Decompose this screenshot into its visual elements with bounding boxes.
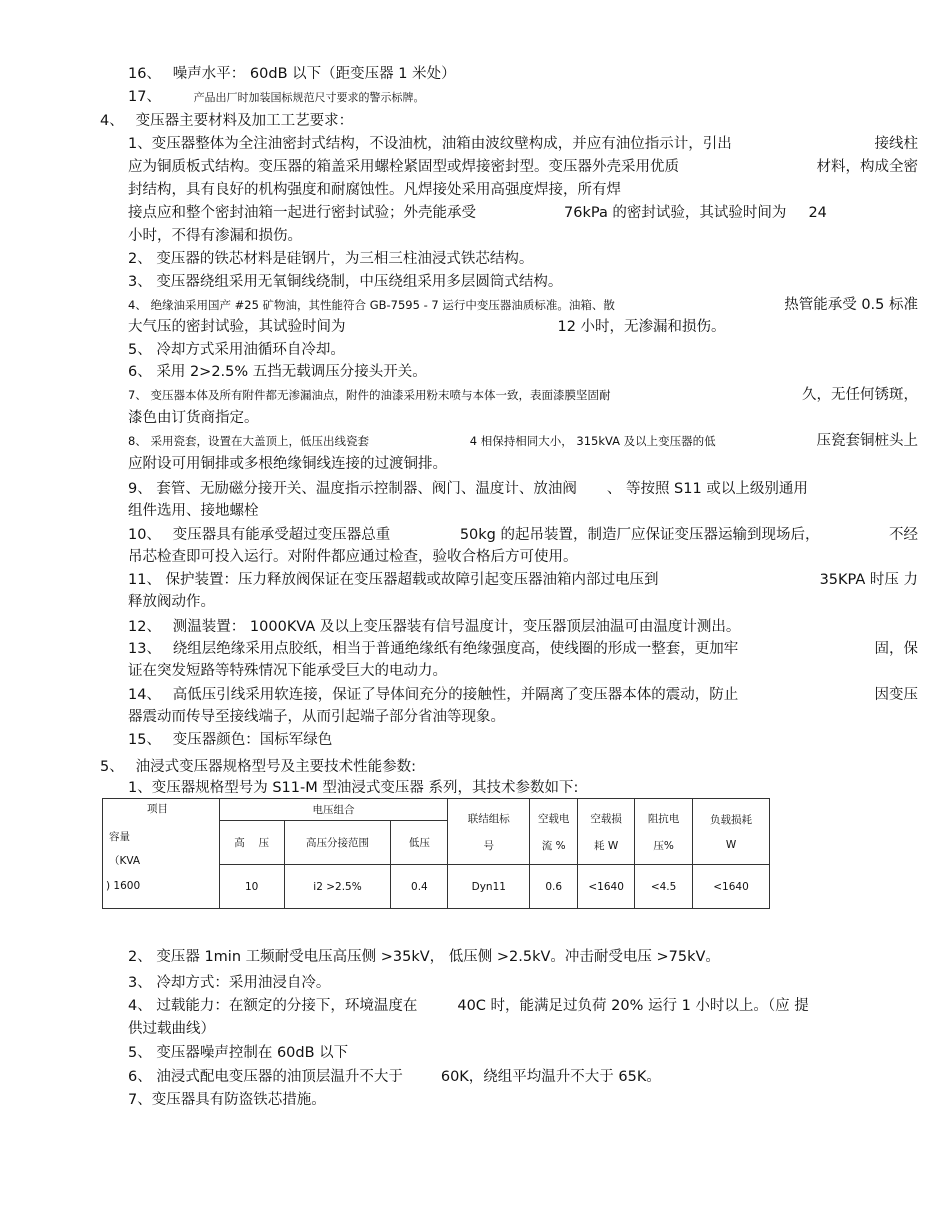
item-2: 2、 变压器的铁芯材料是硅钢片，为三相三柱油浸式铁芯结构。: [128, 251, 534, 267]
lv-header: 低压: [391, 821, 448, 865]
noload-loss-value: <1640: [578, 865, 635, 909]
item-4-line-2: [128, 316, 918, 339]
text-span: 11、 保护装置：压力释放阀保证在变压器超载或故障引起变压器油箱内部过电压到: [128, 572, 659, 588]
spec-table: [102, 798, 770, 909]
text-span: 久，无任何锈斑，: [802, 387, 918, 403]
text-span: 60K，绕组平均温升不大于 65K。: [440, 1069, 661, 1085]
item-17: [128, 86, 918, 110]
table-header-row-1: [103, 799, 770, 821]
para-1-line-5: 小时，不得有渗漏和损伤。: [128, 228, 302, 244]
spec-item-4-line-2: 供过载曲线）: [128, 1021, 215, 1037]
text-span: 4、 过载能力：在额定的分接下，环境温度在: [128, 998, 418, 1014]
text-span: 8、 采用瓷套，设置在大盖顶上，低压出线瓷套: [128, 434, 369, 448]
text-span: 1、变压器整体为全注油密封式结构，不设油枕，油箱由波纹壁构成，并应有油位指示计，引出: [128, 136, 732, 152]
text-span: 因变压: [874, 687, 918, 703]
item-15: 15、 变压器颜色：国标军绿色: [128, 732, 333, 748]
item-9-line-1: [128, 478, 918, 501]
text-span: 空载损: [590, 812, 622, 825]
spec-item-4-line-1: [128, 995, 918, 1018]
item-17-text: 产品出厂时加装国标规范尺寸要求的警示标牌。: [193, 91, 425, 104]
item-10-line-2: 吊芯检查即可投入运行。对附件都应通过检查，验收合格后方可使用。: [128, 549, 578, 565]
text-span: 热管能承受 0.5 标准: [784, 297, 918, 313]
item-10-line-1: [128, 524, 918, 547]
text-span: 50kg 的起吊装置，制造厂应保证变压器运输到现场后，: [459, 527, 820, 543]
text-span: 10、 变压器具有能承受超过变压器总重: [128, 527, 391, 543]
item-6: 6、 采用 2>2.5% 五挡无载调压分接头开关。: [128, 364, 427, 380]
item-16: 16、 噪声水平： 60dB 以下（距变压器 1 米处）: [128, 66, 456, 82]
text-span: 9、 套管、无励磁分接开关、温度指示控制器、阀门、温度计、放油阀: [128, 481, 577, 497]
corner-header-cell: [103, 799, 220, 909]
voltage-group-header: 电压组合: [219, 799, 448, 821]
text-span: W: [725, 839, 737, 851]
item-4-line-1: [128, 294, 918, 317]
text-span: 4、 绝缘油采用国产 #25 矿物油，其性能符合 GB-7595 - 7 运行中变压器油质标准。油箱、散: [128, 298, 615, 312]
item-7-line-1: [128, 384, 918, 407]
text-span: 不经: [888, 527, 918, 543]
text-span: 负载损耗: [710, 814, 753, 826]
spec-item-6: [128, 1066, 918, 1089]
text-span: 接线柱: [874, 136, 918, 152]
para-1-line-1: [128, 133, 918, 156]
load-loss-value: <1640: [693, 865, 770, 909]
spec-item-5: 5、 变压器噪声控制在 60dB 以下: [128, 1045, 349, 1061]
item-9-line-2: 组件选用、接地螺栓: [128, 503, 259, 519]
text-span: 35KPA 时压 力: [819, 572, 918, 588]
item-8-line-1: [128, 430, 918, 453]
para-1-line-3: 封结构，具有良好的机构强度和耐腐蚀性。凡焊接处采用高强度焊接，所有焊: [128, 182, 621, 198]
corner-label-unit: （KVA: [109, 855, 141, 867]
text-span: 耗 W: [594, 839, 619, 852]
spec-item-3: 3、 冷却方式：采用油浸自冷。: [128, 975, 331, 991]
text-span: 联结组标: [467, 812, 510, 825]
item-17-number: 17、: [128, 89, 161, 105]
text-span: 接点应和整个密封油箱一起进行密封试验；外壳能承受: [128, 205, 476, 221]
item-12: 12、 测温装置： 1000KVA 及以上变压器装有信号温度计，变压器顶层油温可由温度计测出。: [128, 619, 741, 635]
item-8-line-2: 应附设可用铜排或多根绝缘铜线连接的过渡铜排。: [128, 456, 447, 472]
text-span: 号: [483, 839, 495, 852]
text-span: 空载电: [537, 812, 570, 825]
text-span: 应为铜质板式结构。变压器的箱盖采用螺栓紧固型或焊接密封型。变压器外壳采用优质: [128, 159, 679, 175]
load-loss-header: [693, 799, 770, 865]
text-span: 压%: [653, 839, 674, 852]
text-span: 流 %: [541, 839, 566, 852]
noload-loss-header: [578, 799, 635, 865]
text-span: 阻抗电: [647, 812, 680, 825]
text-span: 12 小时，无渗漏和损伤。: [557, 319, 726, 335]
noload-current-value: 0.6: [530, 865, 578, 909]
text-span: 76kPa 的密封试验，其试验时间为: [564, 205, 787, 221]
corner-label-capacity: 容量: [109, 831, 130, 843]
text-span: 固，保: [874, 641, 918, 657]
text-span: 40C 时，能满足过负荷 20% 运行 1 小时以上。（应 提: [457, 998, 809, 1014]
text-span: 13、 绕组层绝缘采用点胶纸，相当于普通绝缘纸有绝缘强度高，使线圈的形成一整套，更加牢: [128, 641, 739, 657]
vector-value: Dyn11: [448, 865, 530, 909]
hv-header: 高 压: [219, 821, 284, 865]
spec-item-2: 2、 变压器 1min 工频耐受电压高压侧 >35kV， 低压侧 >2.5kV。冲击耐受电压 >75kV。: [128, 949, 720, 965]
item-3: 3、 变压器绕组采用无氧铜线绕制，中压绕组采用多层圆筒式结构。: [128, 274, 563, 290]
text-span: 7、 变压器本体及所有附件都无渗漏油点，附件的油漆采用粉末喷与本体一致，表面漆膜坚固耐: [128, 388, 611, 402]
item-5: 5、 冷却方式采用油循环自冷却。: [128, 342, 345, 358]
text-span: 材料，构成全密: [816, 159, 918, 175]
text-span: 、 等按照 S11 或以上级别通用: [606, 481, 808, 497]
para-1-line-4: [128, 202, 918, 225]
item-14-line-2: 器震动而传导至接线端子，从而引起端子部分省油等现象。: [128, 709, 505, 725]
text-span: 压瓷套铜桩头上: [816, 433, 918, 449]
tap-value: i2 >2.5%: [284, 865, 391, 909]
text-span: 6、 油浸式配电变压器的油顶层温升不大于: [128, 1069, 403, 1085]
capacity-value: ) 1600: [106, 880, 141, 892]
text-span: 24: [808, 205, 827, 221]
noload-current-header: [530, 799, 578, 865]
hv-value: 10: [219, 865, 284, 909]
item-11-line-1: [128, 569, 918, 592]
item-14-line-1: [128, 684, 918, 707]
item-7-line-2: 漆色由订货商指定。: [128, 410, 259, 426]
spec-item-7: 7、变压器具有防盗铁芯措施。: [128, 1092, 326, 1108]
text-span: 4 相保持相同大小， 315kVA 及以上变压器的低: [469, 434, 716, 448]
text-span: 14、 高低压引线采用软连接，保证了导体间充分的接触性，并隔离了变压器本体的震动，防止: [128, 687, 739, 703]
section-5-heading: 5、 油浸式变压器规格型号及主要技术性能参数:: [100, 759, 416, 775]
item-13-line-1: [128, 638, 918, 661]
lv-value: 0.4: [391, 865, 448, 909]
spec-intro: 1、变压器规格型号为 S11-M 型油浸式变压器 系列，其技术参数如下:: [128, 780, 579, 796]
section-4-heading: 4、 变压器主要材料及加工工艺要求：: [100, 113, 354, 129]
item-11-line-2: 释放阀动作。: [128, 594, 215, 610]
item-13-line-2: 证在突发短路等特殊情况下能承受巨大的电动力。: [128, 663, 447, 679]
text-span: 大气压的密封试验，其试验时间为: [128, 319, 346, 335]
vector-group-header: [448, 799, 530, 865]
corner-label-item: 项目: [147, 803, 168, 815]
tap-range-header: 高压分接范围: [284, 821, 391, 865]
impedance-value: <4.5: [635, 865, 693, 909]
impedance-header: [635, 799, 693, 865]
para-1-line-2: [128, 156, 918, 179]
